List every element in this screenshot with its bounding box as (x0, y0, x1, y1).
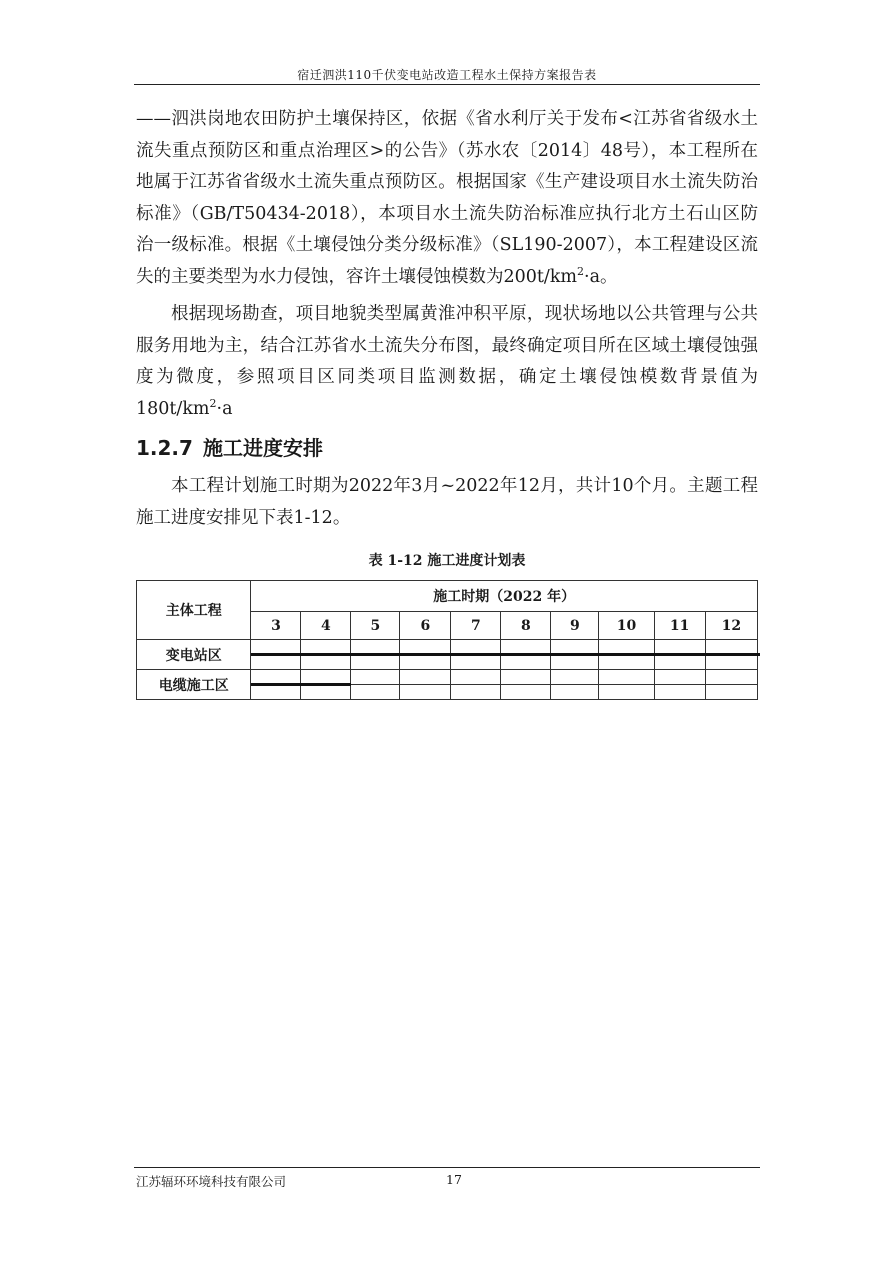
month-header: 12 (705, 612, 757, 640)
paragraph-1-end: ·a。 (584, 266, 618, 287)
schedule-cell (501, 655, 551, 670)
footer-company: 江苏辐环环境科技有限公司 (136, 1174, 287, 1189)
schedule-table (136, 580, 758, 700)
schedule-cell (251, 685, 301, 700)
schedule-cell (351, 685, 400, 700)
schedule-cell (705, 670, 757, 685)
section-number: 1.2.7 (136, 436, 193, 460)
schedule-cell (654, 670, 705, 685)
schedule-cell (599, 685, 654, 700)
schedule-cell (451, 655, 501, 670)
schedule-cell (599, 670, 654, 685)
month-header: 5 (351, 612, 400, 640)
footer-rule (134, 1167, 760, 1168)
schedule-cell (400, 670, 451, 685)
month-header: 10 (599, 612, 654, 640)
paragraph-2 (136, 299, 758, 425)
page-number: 17 (446, 1172, 462, 1187)
paragraph-1-text: ——泗洪岗地农田防护土壤保持区，依据《省水利厅关于发布<江苏省省级水土流失重点预防区和重点治理区>的公告》（苏水农〔2014〕48号），本工程所在地属于江苏省省级水土流失重点预防区。根据国家《生产建设项目水土流失防治标准》（GB/T50434-2018），本项目水土流失防治标准应执行北方土石山区防治一级标准。根据《土壤侵蚀分类分级标准》（SL190-2007），本工程建设区流失的主要类型为水力侵蚀，容许土壤侵蚀模数为200t/km (136, 109, 758, 287)
schedule-bar (251, 653, 760, 656)
schedule-cell (451, 685, 501, 700)
period-header: 施工时期（2022 年） (251, 581, 758, 612)
table-caption: 表 1-12 施工进度计划表 (368, 553, 526, 569)
schedule-cell (705, 655, 757, 670)
paragraph-2-text: 根据现场勘查，项目地貌类型属黄淮冲积平原，现状场地以公共管理与公共服务用地为主，结合江苏省水土流失分布图，最终确定项目所在区域土壤侵蚀强度为微度，参照项目区同类项目监测数据，确定土壤侵蚀模数背景值为180t/km (136, 304, 758, 419)
schedule-cell (451, 670, 501, 685)
paragraph-2-end: ·a (216, 398, 233, 419)
table-corner-header: 主体工程 (137, 581, 251, 640)
schedule-cell (551, 685, 599, 700)
schedule-cell (501, 685, 551, 700)
schedule-table-wrap (136, 580, 758, 700)
section-heading (136, 431, 758, 465)
schedule-cell (251, 655, 301, 670)
paragraph-1 (136, 104, 758, 293)
schedule-bar (251, 683, 351, 686)
schedule-cell (654, 655, 705, 670)
header-rule (134, 84, 760, 85)
schedule-cell (654, 685, 705, 700)
month-header: 9 (551, 612, 599, 640)
schedule-cell (400, 655, 451, 670)
table-row (137, 670, 758, 685)
schedule-cell (551, 655, 599, 670)
month-header: 8 (501, 612, 551, 640)
month-header: 7 (451, 612, 501, 640)
schedule-cell (351, 655, 400, 670)
month-header: 6 (400, 612, 451, 640)
row-label: 变电站区 (137, 640, 251, 670)
month-header: 3 (251, 612, 301, 640)
schedule-cell (705, 685, 757, 700)
section-title: 施工进度安排 (202, 436, 323, 460)
paragraph-3: 本工程计划施工时期为2022年3月~2022年12月，共计10个月。主题工程施工进度安排见下表1-12。 (136, 476, 758, 528)
schedule-cell (501, 670, 551, 685)
month-header: 11 (654, 612, 705, 640)
month-header: 4 (301, 612, 351, 640)
document-body (136, 104, 758, 700)
row-label: 电缆施工区 (137, 670, 251, 700)
schedule-cell (599, 655, 654, 670)
paragraph-2-superscript: 2 (209, 396, 217, 410)
page-header-title: 宿迁泗洪110千伏变电站改造工程水土保持方案报告表 (297, 68, 597, 82)
schedule-cell (351, 670, 400, 685)
schedule-cell (301, 685, 351, 700)
schedule-cell (551, 670, 599, 685)
paragraph-1-superscript: 2 (577, 264, 585, 278)
schedule-cell (400, 685, 451, 700)
schedule-cell (301, 655, 351, 670)
